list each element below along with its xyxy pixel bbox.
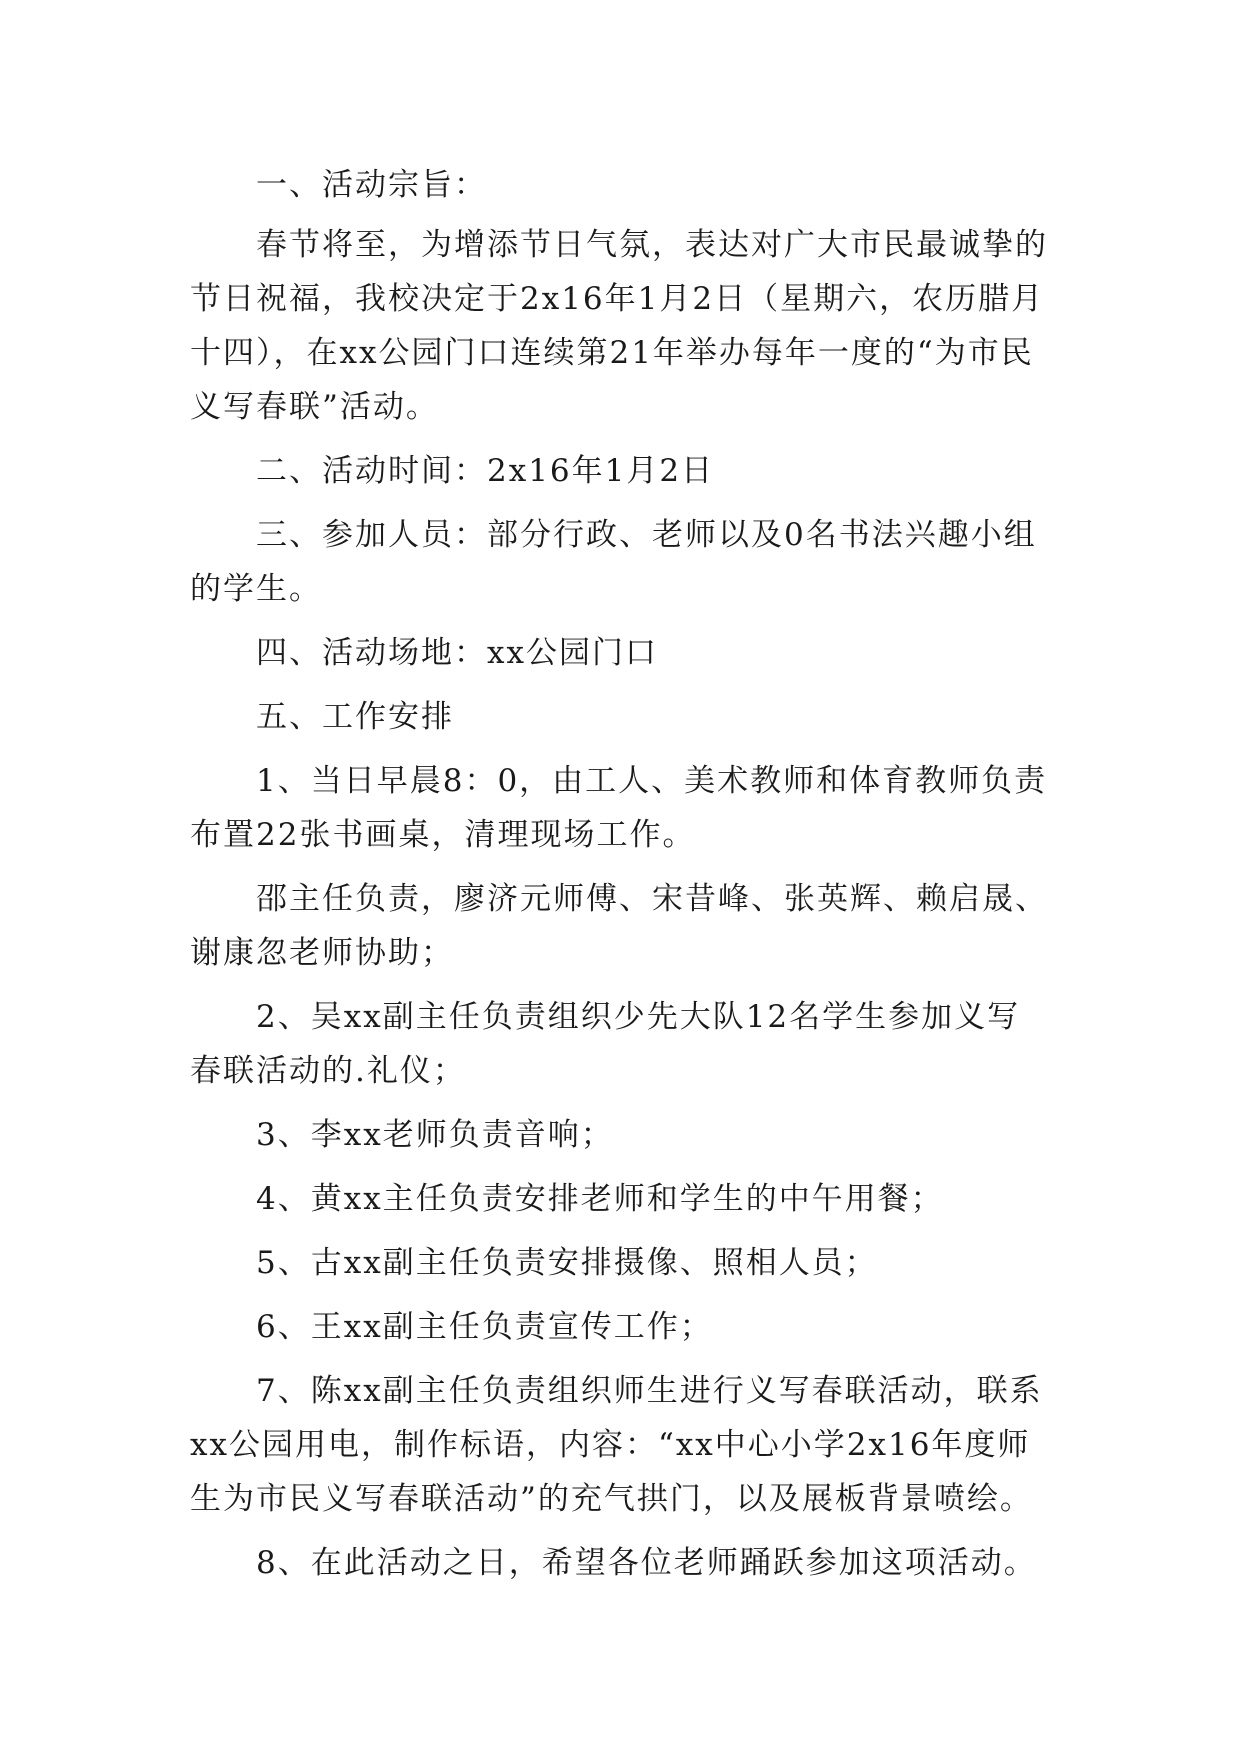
section-heading-participants: 三、参加人员：部分行政、老师以及0名书法兴趣小组的学生。 — [190, 517, 1037, 607]
section-heading-time: 二、活动时间：2x16年1月2日 — [256, 453, 715, 489]
arrangement-item-1-assist: 邵主任负责，廖济元师傅、宋昔峰、张英辉、赖启晟、谢康忽老师协助； — [190, 881, 1048, 971]
section-heading-arrangements: 五、工作安排 — [256, 699, 454, 735]
arrangement-item-2: 2、吴xx副主任负责组织少先大队12名学生参加义写春联活动的.礼仪； — [190, 999, 1021, 1089]
section-heading-venue: 四、活动场地：xx公园门口 — [256, 635, 658, 671]
arrangement-item-7: 7、陈xx副主任负责组织师生进行义写春联活动，联系xx公园用电，制作标语，内容：“xx中心小学2x16年度师生为市民义写春联活动”的充气拱门，以及展板背景喷绘。 — [190, 1373, 1043, 1517]
arrangement-item-1: 1、当日早晨8：0，由工人、美术教师和体育教师负责布置22张书画桌，清理现场工作。 — [190, 763, 1048, 853]
arrangement-item-5: 5、古xx副主任负责安排摄像、照相人员； — [256, 1245, 878, 1281]
arrangement-item-3: 3、李xx老师负责音响； — [256, 1117, 614, 1153]
purpose-text: 春节将至，为增添节日气氛，表达对广大市民最诚挚的节日祝福，我校决定于2x16年1月2日（星期六，农历腊月十四），在xx公园门口连续第21年举办每年一度的“为市民义写春联”活动。 — [190, 227, 1048, 425]
arrangement-item-4: 4、黄xx主任负责安排老师和学生的中午用餐； — [256, 1181, 944, 1217]
document-body — [190, 158, 1050, 1600]
section-heading-purpose: 一、活动宗旨： — [256, 167, 487, 203]
arrangement-item-8: 8、在此活动之日，希望各位老师踊跃参加这项活动。 — [256, 1545, 1037, 1581]
arrangement-item-6: 6、王xx副主任负责宣传工作； — [256, 1309, 713, 1345]
